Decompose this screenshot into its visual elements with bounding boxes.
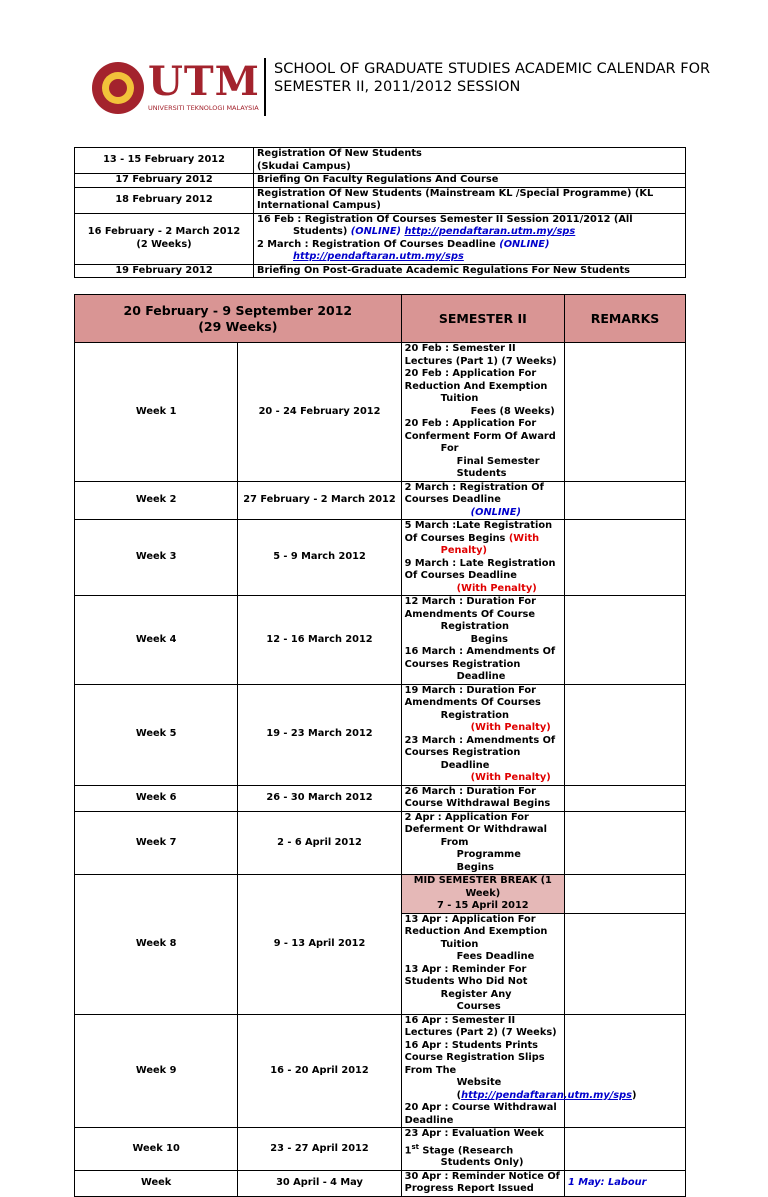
logo-subtitle: UNIVERSITI TEKNOLOGI MALAYSIA — [148, 104, 259, 112]
remarks-column-header: REMARKS — [565, 295, 686, 343]
date-cell: 5 - 9 March 2012 — [238, 520, 401, 596]
header — [88, 58, 711, 120]
pendaftaran-link[interactable]: http://pendaftaran.utm.my/sps — [293, 251, 464, 262]
week-cell: Week 6 — [75, 785, 238, 811]
week-cell: Week 1 — [75, 343, 238, 482]
event-cell: 30 Apr : Reminder Notice Of Progress Report Issued — [401, 1170, 564, 1196]
table-row — [75, 213, 686, 264]
table-row — [75, 174, 686, 188]
remarks-cell: 1 May: Labour — [565, 1170, 686, 1196]
table-row — [75, 1128, 686, 1171]
date-cell: 12 - 16 March 2012 — [238, 596, 401, 685]
event-cell: 23 Apr : Evaluation Week 1st Stage (Research Students Only) — [401, 1128, 564, 1171]
event-cell: 16 Apr : Semester II Lectures (Part 2) (7 Weeks) 16 Apr : Students Prints Course Registration Slips From The Website (http://pendaftaran.utm.my/sps) 20 Apr : Course Withdrawal Deadline — [401, 1014, 564, 1128]
date-cell: 16 - 20 April 2012 — [238, 1014, 401, 1128]
semester-period-header: 20 February - 9 September 2012 (29 Weeks) — [75, 295, 402, 343]
table-row — [75, 684, 686, 785]
pendaftaran-link[interactable]: http://pendaftaran.utm.my/sps — [404, 226, 576, 237]
remarks-cell — [565, 913, 686, 1014]
date-cell: 9 - 13 April 2012 — [238, 875, 401, 1015]
event-cell: 20 Feb : Semester II Lectures (Part 1) (7 Weeks) 20 Feb : Application For Reduction And Exemption Tuition Fees (8 Weeks) 20 Feb : Application For Conferment Form Of Award For Final Semester Students — [401, 343, 564, 482]
event-cell: 19 March : Duration For Amendments Of Courses Registration (With Penalty) 23 March : Amendments Of Courses Registration Deadline (With Penalty) — [401, 684, 564, 785]
mid-semester-break: MID SEMESTER BREAK (1 Week) 7 - 15 April 2012 — [401, 875, 564, 914]
table-row — [75, 811, 686, 875]
date-cell: 13 - 15 February 2012 — [75, 148, 254, 174]
header-divider — [264, 58, 266, 116]
table-row — [75, 596, 686, 685]
table-row — [75, 1170, 686, 1196]
event-cell: Briefing On Faculty Regulations And Course — [254, 174, 686, 188]
date-cell: 18 February 2012 — [75, 187, 254, 213]
remarks-cell — [565, 785, 686, 811]
date-cell: 27 February - 2 March 2012 — [238, 481, 401, 520]
semester-column-header: SEMESTER II — [401, 295, 564, 343]
table-row — [75, 264, 686, 278]
event-cell: 26 March : Duration For Course Withdrawal Begins — [401, 785, 564, 811]
date-cell: 17 February 2012 — [75, 174, 254, 188]
table-row — [75, 343, 686, 482]
table-header-row — [75, 295, 686, 343]
week-cell: Week 10 — [75, 1128, 238, 1171]
registration-table — [74, 147, 686, 278]
event-cell: 2 March : Registration Of Courses Deadline (ONLINE) — [401, 481, 564, 520]
remarks-cell — [565, 875, 686, 914]
date-cell: 26 - 30 March 2012 — [238, 785, 401, 811]
week-cell: Week 2 — [75, 481, 238, 520]
pendaftaran-link[interactable]: http://pendaftaran.utm.my/sps — [461, 1089, 632, 1101]
event-cell: 13 Apr : Application For Reduction And Exemption Tuition Fees Deadline 13 Apr : Reminder For Students Who Did Not Register Any Courses — [401, 913, 564, 1014]
event-cell: 2 Apr : Application For Deferment Or Withdrawal From Programme Begins — [401, 811, 564, 875]
utm-logo — [88, 60, 258, 118]
date-cell: 16 February - 2 March 2012 (2 Weeks) — [75, 213, 254, 264]
remarks-cell — [565, 596, 686, 685]
page-title: SCHOOL OF GRADUATE STUDIES ACADEMIC CALENDAR FOR SEMESTER II, 2011/2012 SESSION — [274, 61, 711, 95]
table-row — [75, 187, 686, 213]
remarks-cell — [565, 520, 686, 596]
remarks-cell — [565, 1128, 686, 1171]
table-row — [75, 875, 686, 914]
remarks-cell — [565, 811, 686, 875]
table-row — [75, 148, 686, 174]
table-row — [75, 785, 686, 811]
date-cell: 2 - 6 April 2012 — [238, 811, 401, 875]
event-cell: 16 Feb : Registration Of Courses Semester II Session 2011/2012 (All Students) (ONLINE) http://pendaftaran.utm.my/sps 2 March : Registration Of Courses Deadline (ONLINE) http://pendaftaran.utm.my/sps — [254, 213, 686, 264]
semester-table — [74, 294, 686, 1197]
date-cell: 23 - 27 April 2012 — [238, 1128, 401, 1171]
week-cell: Week 4 — [75, 596, 238, 685]
event-cell: Registration Of New Students (Skudai Campus) — [254, 148, 686, 174]
event-cell: Registration Of New Students (Mainstream KL /Special Programme) (KL International Campus) — [254, 187, 686, 213]
remarks-cell — [565, 343, 686, 482]
utm-seal-icon — [92, 62, 144, 114]
logo-wordmark: UTM — [148, 58, 260, 105]
event-cell: 5 March :Late Registration Of Courses Begins (With Penalty) 9 March : Late Registration Of Courses Deadline (With Penalty) — [401, 520, 564, 596]
table-row — [75, 1014, 686, 1128]
week-cell: Week 9 — [75, 1014, 238, 1128]
remarks-cell — [565, 1014, 686, 1128]
table-row — [75, 481, 686, 520]
week-cell: Week — [75, 1170, 238, 1196]
remarks-cell — [565, 481, 686, 520]
event-cell: Briefing On Post-Graduate Academic Regulations For New Students — [254, 264, 686, 278]
week-cell: Week 3 — [75, 520, 238, 596]
event-cell: 12 March : Duration For Amendments Of Course Registration Begins 16 March : Amendments Of Courses Registration Deadline — [401, 596, 564, 685]
week-cell: Week 8 — [75, 875, 238, 1015]
week-cell: Week 7 — [75, 811, 238, 875]
date-cell: 19 February 2012 — [75, 264, 254, 278]
date-cell: 19 - 23 March 2012 — [238, 684, 401, 785]
week-cell: Week 5 — [75, 684, 238, 785]
table-row — [75, 520, 686, 596]
remarks-cell — [565, 684, 686, 785]
date-cell: 30 April - 4 May — [238, 1170, 401, 1196]
date-cell: 20 - 24 February 2012 — [238, 343, 401, 482]
